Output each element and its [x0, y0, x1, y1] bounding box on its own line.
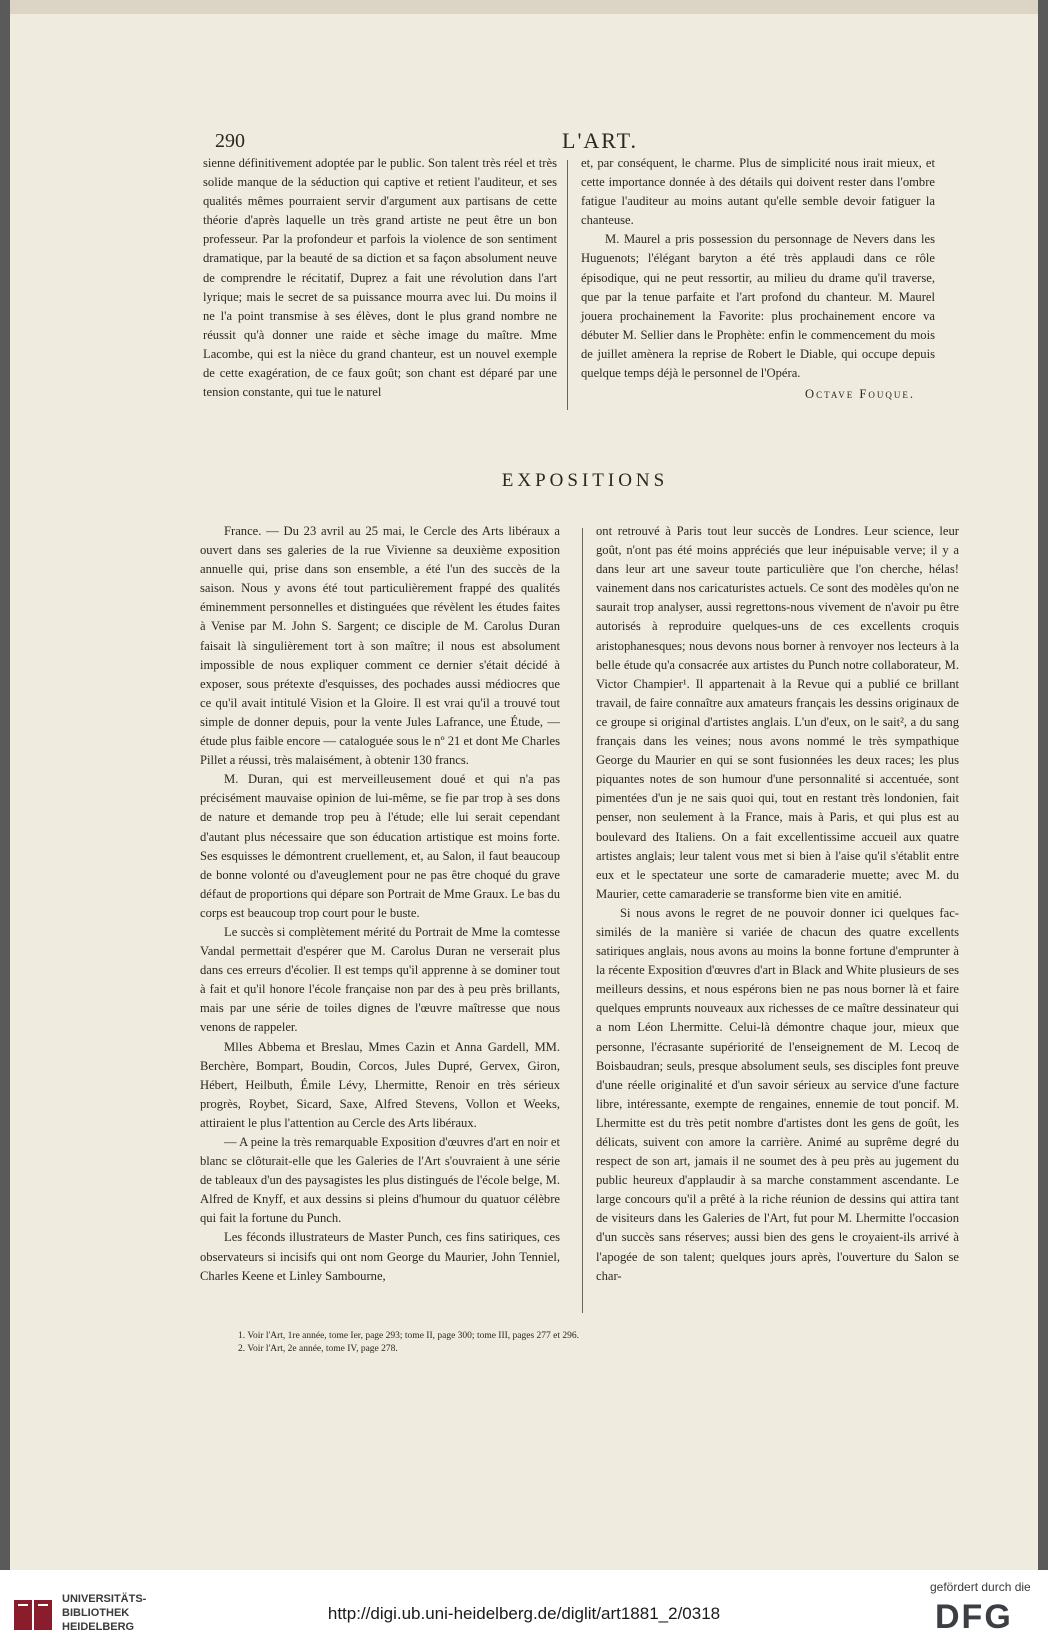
permalink-url[interactable]: http://digi.ub.uni-heidelberg.de/diglit/art1881_2/0318 — [327, 1604, 721, 1623]
column-rule — [567, 160, 568, 410]
footnote: 1. Voir l'Art, 1re année, tome Ier, page 293; tome II, page 300; tome III, pages 277 et 296. — [238, 1331, 580, 1341]
paragraph: Le succès si complètement mérité du Portrait de Mme la comtesse Vandal permettait d'espérer que M. Carolus Duran ne verserait plus dans ces erreurs d'écolier. Il est temps qu'il apprenne à se dominer tout à fait et qu'il honore l'école française non par des à peu près brillants, mais par une série de toiles dignes de l'œuvre maîtresse que nous venons de rappeler. — [200, 924, 560, 1035]
section-title: EXPOSITIONS — [501, 470, 669, 491]
paragraph: Les féconds illustrateurs de Master Punch, ces fins satiriques, ces observateurs si incisifs qui ont nom George du Maurier, John Tenniel, Charles Keene et Linley Sambourne, — [200, 1230, 560, 1283]
paragraph: M. Maurel a pris possession du personnage de Nevers dans les Huguenots; l'élégant baryton a été très applaudi dans ce rôle épisodique, qui ne peut ressortir, au milieu du drame qu'il traverse, que par la tenue parfaite et l'art profond du chanteur. M. Maurel jouera prochainement la Favorite: plus prochainement encore va débuter M. Sellier dans le Prophète: enfin le commencement du mois de juillet amènera la reprise de Robert le Diable, qui occupe depuis quelque temps déjà le personnel de l'Opéra. — [581, 232, 935, 381]
footnote: 2. Voir l'Art, 2e année, tome IV, page 278. — [238, 1344, 398, 1354]
paragraph: Mlles Abbema et Breslau, Mmes Cazin et Anna Gardell, MM. Berchère, Bompart, Boudin, Corcos, Jules Dupré, Gervex, Giron, Hébert, Heilbuth, Émile Lévy, Lhermitte, Renoir en très sérieux progrès, Roybet, Sicard, Saxe, Alfred Stevens, Vollon et Weeks, attiraient le plus l'attention au Cercle des Arts libéraux. — [200, 1039, 560, 1130]
sponsor-label: gefördert durch die — [930, 1580, 1031, 1594]
paragraph: — A peine la très remarquable Exposition d'œuvres d'art en noir et blanc se clôturait-elle que les Galeries de l'Art s'ouvraient à une série de tableaux d'un des paysagistes les plus distingués de l'école belge, M. Alfred de Knyff, et aux dessins si pleins d'humour du quatuor célèbre qui fait la fortune du Punch. — [200, 1135, 560, 1226]
library-name: UNIVERSITÄTS- BIBLIOTHEK HEIDELBERG — [62, 1593, 147, 1633]
paragraph: France. — Du 23 avril au 25 mai, le Cercle des Arts libéraux a ouvert dans ses galeries de la rue Vivienne sa deuxième exposition annuelle qui, prise dans son ensemble, a été l'un des succès de la saison. Nous y avons été tout particulièrement frappé des qualités éminemment personnelles et distinguées que révèlent les études faites à Venise par M. John S. Sargent; ce disciple de M. Carolus Duran faisait là singulièrement tort à son maître; il nous est absolument impossible de nous expliquer comment ce dernier s'était décidé à exposer, sous prétexte d'esquisses, des pochades aussi médiocres que ce qu'il avait intitulé Vision et la Gloire. Il est vrai qu'il a trouvé tout simple de donner depuis, pour la vente Jules Lafrance, une Étude, — étude plus faible encore — cataloguée sous le nº 21 et dont Me Charles Pillet a réussi, très malaisément, à obtenir 130 francs. — [200, 524, 560, 768]
scanned-page — [10, 0, 1038, 1570]
expositions-right-column — [596, 522, 959, 1286]
author-signature: Octave Fouque. — [804, 387, 915, 402]
paragraph: Si nous avons le regret de ne pouvoir donner ici quelques fac-similés de la manière si variée de chacun des quatre excellents satiriques anglais, nous avons au moins la bonne fortune d'emprunter à la récente Exposition d'œuvres d'art in Black and White plusieurs de ses meilleurs dessins, et nous espérons bien ne pas nous borner là et faire quelques emprunts nouveaux aux richesses de ce maître dessinateur qui a nom Léon Lhermitte. Celui-là démontre chaque jour, mieux que personne, l'écrasante supériorité de l'enseignement de M. Lecoq de Boisbaudran; seuls, presque absolument seuls, ses disciples font preuve d'une réelle originalité et d'un savoir sérieux au service d'une facture libre, intéressante, exempte de rengaines, ennemie de tout poncif. M. Lhermitte est du très petit nombre d'artistes dont les gens de goût, les délicats, suivent con amore la carrière. Animé au suprême degré du respect de son art, jamais il ne soumet des à peu près au jugement du public heureux d'applaudir à sa marche constamment ascendante. Le large concours qu'il a prêté à la riche réunion de dessins qui attira tant de visiteurs dans les Galeries de l'Art, fut pour M. Lhermitte l'occasion d'un succès sans réserves; aussi bien des gens le croyaient-ils arrivé à l'apogée de son talent; quelques jours après, l'ouverture du Salon se char- — [596, 905, 959, 1283]
running-title: L'ART. — [562, 128, 638, 153]
university-library-logo-icon — [10, 1592, 56, 1638]
footnotes — [238, 1330, 958, 1356]
paragraph: sienne définitivement adoptée par le public. Son talent très réel et très solide manque de la séduction qui captive et retient l'auditeur, et ses qualités mêmes pourraient servir d'argument aux partisans de cette théorie d'après laquelle un très grand artiste ne peut être un bon professeur. Par la profondeur et parfois la violence de son sentiment dramatique, par la beauté de sa diction et sa façon absolument neuve de comprendre le récitatif, Duprez a fait une révolution dans l'art lyrique; mais le secret de sa puissance mourra avec lui. Du moins il ne l'a point transmise à ses élèves, dont le plus grand nombre ne réussit qu'à donner une raide et sèche image du maître. Mme Lacombe, qui est la nièce du grand chanteur, est un nouvel exemple de cette exagération, de ce faux goût; son chant est déparé par une tension constante, qui tue le naturel — [203, 156, 557, 400]
scan-top-edge — [10, 0, 1038, 14]
review-left-column — [203, 154, 557, 402]
paragraph: M. Duran, qui est merveilleusement doué et qui n'a pas précisément mauvaise opinion de lui-même, se fie par trop à ses dons de nature et demande trop peu à l'étude; elle lui serait cependant d'autant plus nécessaire que son éducation artistique est moins forte. Ses esquisses le démontrent cruellement, et, au Salon, il faut beaucoup de bonne volonté ou d'aveuglement pour ne pas être choqué du grave défaut de proportions qui dépare son Portrait de Mme Graux. Le bas du corps est beaucoup trop court pour le buste. — [200, 772, 560, 920]
page-number: 290 — [215, 130, 245, 152]
paragraph: et, par conséquent, le charme. Plus de simplicité nous irait mieux, et cette importance donnée à des détails qui doivent rester dans l'ombre fatigue l'auditeur au moins autant qu'elle semble devoir fatiguer la chanteuse. — [581, 156, 935, 228]
review-right-column — [581, 154, 935, 404]
dfg-logo: DFG — [935, 1598, 1013, 1636]
viewer-footer — [0, 1570, 1048, 1646]
paragraph: ont retrouvé à Paris tout leur succès de Londres. Leur science, leur goût, n'ont pas été moins appréciés que leur inépuisable verve; il y a dans leur art une saveur toute particulière que l'on cherche, hélas! vainement dans nos caricaturistes actuels. Ce sont des modèles qu'on ne saurait trop analyser, aussi regrettons-nous vivement de n'avoir pu être autorisés à reproduire quelques-uns de ces excellents croquis aristophanesques; nous devons nous borner à renvoyer nos lecteurs à la belle étude qu'a consacrée aux artistes du Punch notre collaborateur, M. Victor Champier¹. Il appartenait à la Revue qui a publié ce brillant travail, de faire connaître aux amateurs français les dessins originaux de ce groupe si original d'artistes anglais. L'un d'eux, on le sait², a du sang français dans les veines; nous avons nommé le très sympathique George du Maurier en qui se sont fusionnées les deux races; les plus piquantes notes de son humour d'une personnalité si accentuée, sont pimentées d'un je ne sais quoi qui, tout en restant très londonien, fait penser, non seulement à la France, mais à Paris, et qui plus est au boulevard des Italiens. On a fait excellentissime accueil aux quatre artistes anglais; leur talent vous met si bien à l'aise qu'il s'établit entre eux et le spectateur une sorte de camaraderie muette; avec M. du Maurier, cette camaraderie se transforme bien vite en amitié. — [596, 524, 959, 901]
expositions-left-column — [200, 522, 560, 1286]
column-rule — [582, 528, 583, 1313]
